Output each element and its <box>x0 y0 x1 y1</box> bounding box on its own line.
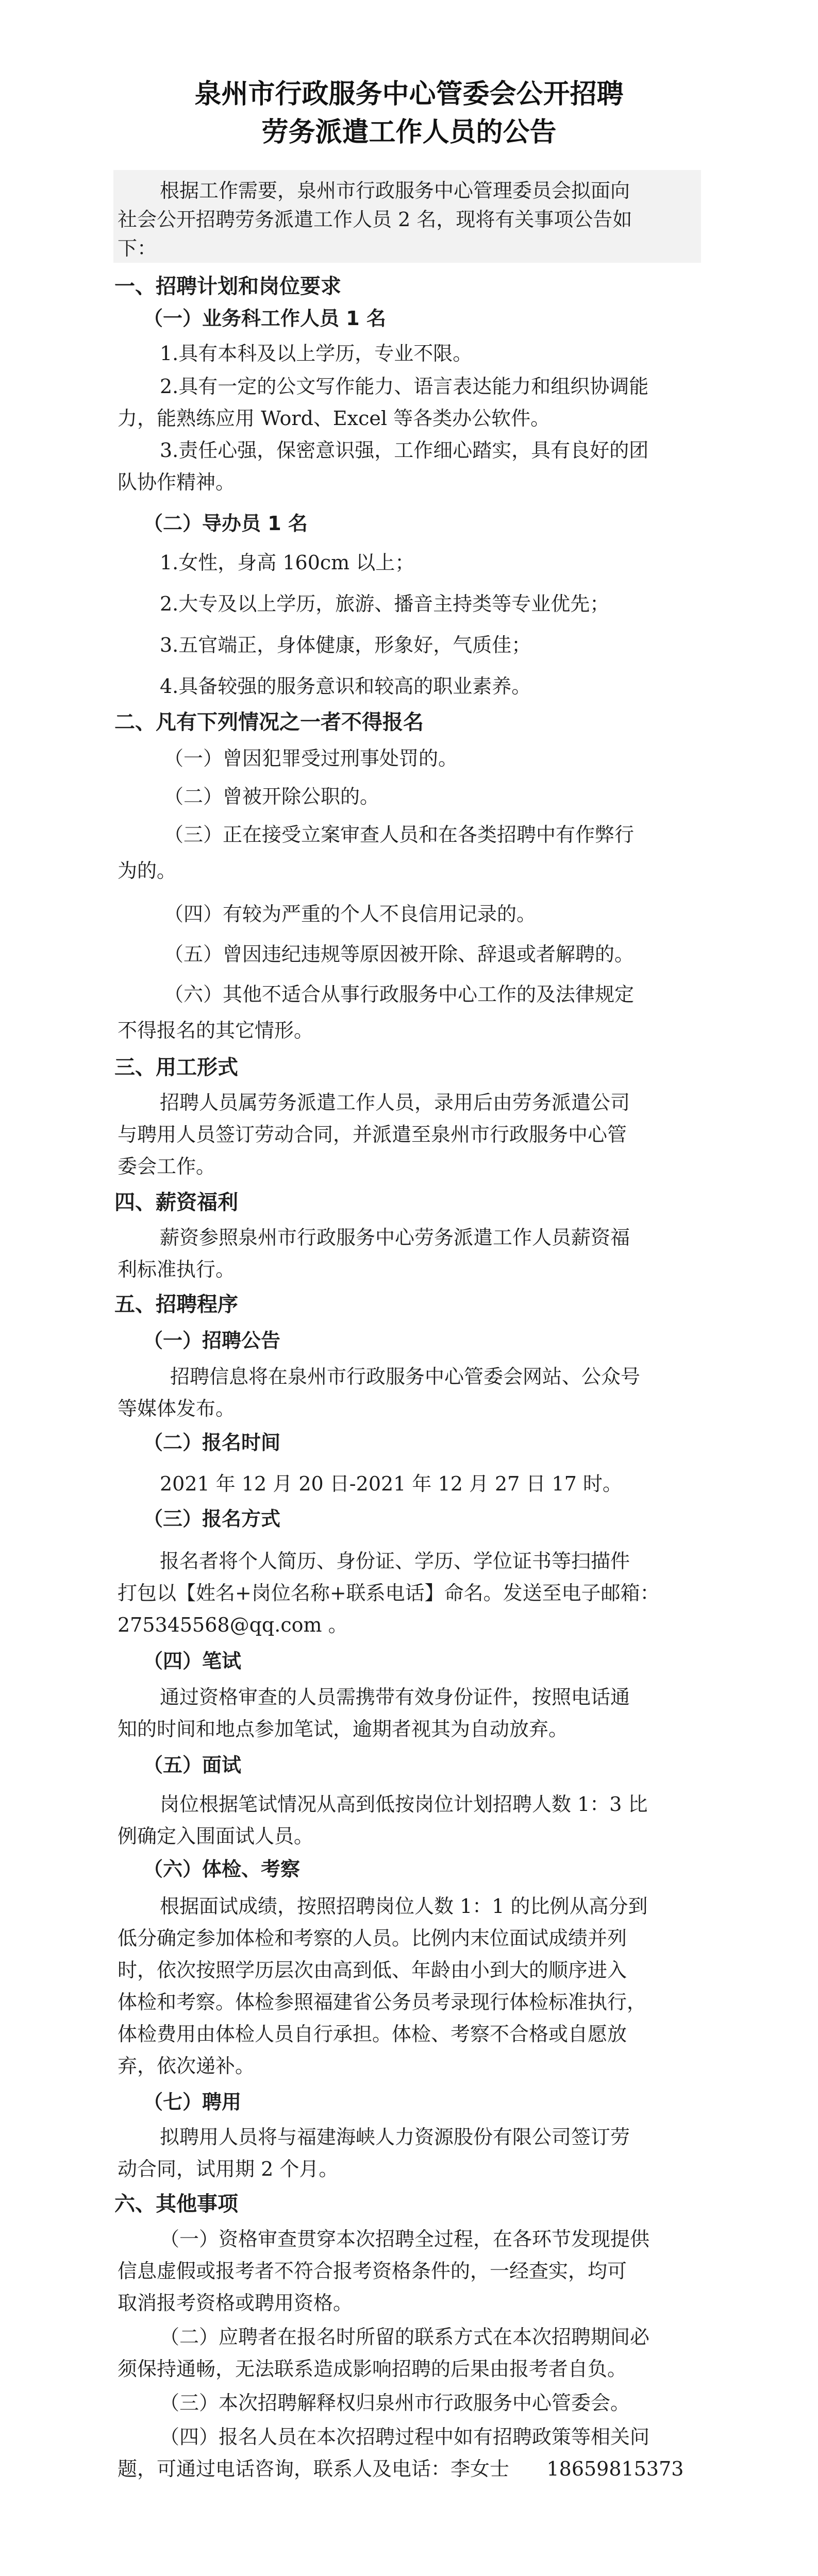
s5-b-heading: （二）报名时间 <box>143 1431 281 1454</box>
section-3-heading: 三、用工形式 <box>114 1056 238 1079</box>
s5-f-line-1: 根据面试成绩，按照招聘岗位人数 1：1 的比例从高分到 <box>160 1895 648 1918</box>
s6-line-3: 取消报考资格或聘用资格。 <box>118 2292 353 2314</box>
s1b-item-2: 2.大专及以上学历，旅游、播音主持类等专业优先； <box>160 592 610 615</box>
s6-line-8: 题，可通过电话咨询，联系人及电话：李女士 18659815373 <box>118 2458 684 2480</box>
s1-item-3: 3.责任心强，保密意识强，工作细心踏实，具有良好的团 <box>160 439 649 462</box>
s5-d-line-1: 通过资格审查的人员需携带有效身份证件，按照电话通 <box>160 1686 630 1708</box>
s1b-item-3: 3.五官端正，身体健康，形象好，气质佳； <box>160 634 531 656</box>
s5-f-line-5: 体检费用由体检人员自行承担。体检、考察不合格或自愿放 <box>118 2023 627 2045</box>
s5-f-line-2: 低分确定参加体检和考察的人员。比例内末位面试成绩并列 <box>118 1927 627 1950</box>
notice-title-line-2: 劳务派遣工作人员的公告 <box>261 117 557 148</box>
s3-line-3: 委会工作。 <box>118 1155 216 1178</box>
s5-g-line-1: 拟聘用人员将与福建海峡人力资源股份有限公司签订劳 <box>160 2126 630 2148</box>
s5-g-line-2: 动合同，试用期 2 个月。 <box>118 2158 339 2180</box>
s5-f-line-6: 弃，依次递补。 <box>118 2055 255 2077</box>
s6-line-5: 须保持通畅，无法联系造成影响招聘的后果由报考者自负。 <box>118 2358 627 2380</box>
s2-item-3: （三）正在接受立案审查人员和在各类招聘中有作弊行 <box>164 823 635 846</box>
s1-item-3-cont: 队协作精神。 <box>118 471 236 494</box>
section-1-sub-1-heading: （一）业务科工作人员 1 名 <box>143 307 386 330</box>
s5-f-line-3: 时，依次按照学历层次由高到低、年龄由小到大的顺序进入 <box>118 1959 627 1981</box>
s5-e-heading: （五）面试 <box>143 1754 242 1776</box>
s5-a-heading: （一）招聘公告 <box>143 1329 281 1352</box>
section-2-heading: 二、凡有下列情况之一者不得报名 <box>114 710 424 734</box>
s4-line-1: 薪资参照泉州市行政服务中心劳务派遣工作人员薪资福 <box>160 1226 630 1249</box>
section-1-heading: 一、招聘计划和岗位要求 <box>114 275 341 298</box>
s5-e-line-2: 例确定入围面试人员。 <box>118 1825 314 1848</box>
section-4-heading: 四、薪资福利 <box>114 1191 238 1214</box>
section-1-sub-2-heading: （二）导办员 1 名 <box>143 512 308 535</box>
section-6-heading: 六、其他事项 <box>114 2192 238 2216</box>
s5-c-line-2: 打包以【姓名+岗位名称+联系电话】命名。发送至电子邮箱： <box>118 1582 660 1604</box>
s2-item-6-cont: 不得报名的其它情形。 <box>118 1019 314 1042</box>
intro-line-3: 下： <box>118 237 157 260</box>
s5-a-line-2: 等媒体发布。 <box>118 1397 236 1420</box>
s5-c-line-3: 275345568@qq.com 。 <box>118 1614 348 1636</box>
s4-line-2: 利标准执行。 <box>118 1258 236 1281</box>
notice-title-line-1: 泉州市行政服务中心管委会公开招聘 <box>194 79 624 110</box>
s5-c-heading: （三）报名方式 <box>143 1507 281 1530</box>
s1-item-2: 2.具有一定的公文写作能力、语言表达能力和组织协调能 <box>160 375 649 398</box>
s2-item-1: （一）曾因犯罪受过刑事处罚的。 <box>164 747 458 770</box>
s2-item-6: （六）其他不适合从事行政服务中心工作的及法律规定 <box>164 983 635 1006</box>
section-5-heading: 五、招聘程序 <box>114 1293 238 1316</box>
s5-g-heading: （七）聘用 <box>143 2091 242 2113</box>
s6-line-6: （三）本次招聘解释权归泉州市行政服务中心管委会。 <box>160 2392 630 2414</box>
s5-c-line-1: 报名者将个人简历、身份证、学历、学位证书等扫描件 <box>160 1550 630 1572</box>
s5-f-heading: （六）体检、考察 <box>143 1858 301 1880</box>
s1-item-1: 1.具有本科及以上学历，专业不限。 <box>160 342 473 365</box>
s6-line-7: （四）报名人员在本次招聘过程中如有招聘政策等相关问 <box>160 2426 650 2448</box>
s6-line-1: （一）资格审查贯穿本次招聘全过程，在各环节发现提供 <box>160 2228 650 2250</box>
s5-d-heading: （四）笔试 <box>143 1650 242 1672</box>
s5-d-line-2: 知的时间和地点参加笔试，逾期者视其为自动放弃。 <box>118 1718 569 1740</box>
s6-line-4: （二）应聘者在报名时所留的联系方式在本次招聘期间必 <box>160 2326 650 2348</box>
s2-item-4: （四）有较为严重的个人不良信用记录的。 <box>164 903 537 925</box>
s5-b-line: 2021 年 12 月 20 日-2021 年 12 月 27 日 17 时。 <box>160 1472 622 1495</box>
s5-e-line-1: 岗位根据笔试情况从高到低按岗位计划招聘人数 1：3 比 <box>160 1793 648 1816</box>
s3-line-2: 与聘用人员签订劳动合同，并派遣至泉州市行政服务中心管 <box>118 1123 627 1146</box>
s1b-item-4: 4.具备较强的服务意识和较高的职业素养。 <box>160 675 531 698</box>
s2-item-5: （五）曾因违纪违规等原因被开除、辞退或者解聘的。 <box>164 943 635 965</box>
s5-f-line-4: 体检和考察。体检参照福建省公务员考录现行体检标准执行， <box>118 1991 647 2013</box>
s1-item-2-cont: 力，能熟练应用 Word、Excel 等各类办公软件。 <box>118 407 550 430</box>
s2-item-2: （二）曾被开除公职的。 <box>164 785 380 808</box>
s3-line-1: 招聘人员属劳务派遣工作人员，录用后由劳务派遣公司 <box>160 1091 630 1114</box>
s6-line-2: 信息虚假或报考者不符合报考资格条件的，一经查实，均可 <box>118 2260 627 2282</box>
intro-line-2: 社会公开招聘劳务派遣工作人员 2 名，现将有关事项公告如 <box>118 208 632 231</box>
intro-line-1: 根据工作需要，泉州市行政服务中心管理委员会拟面向 <box>160 179 630 202</box>
s2-item-3-cont: 为的。 <box>118 859 177 882</box>
s1b-item-1: 1.女性，身高 160cm 以上； <box>160 551 415 574</box>
s5-a-line-1: 招聘信息将在泉州市行政服务中心管委会网站、公众号 <box>170 1365 641 1388</box>
